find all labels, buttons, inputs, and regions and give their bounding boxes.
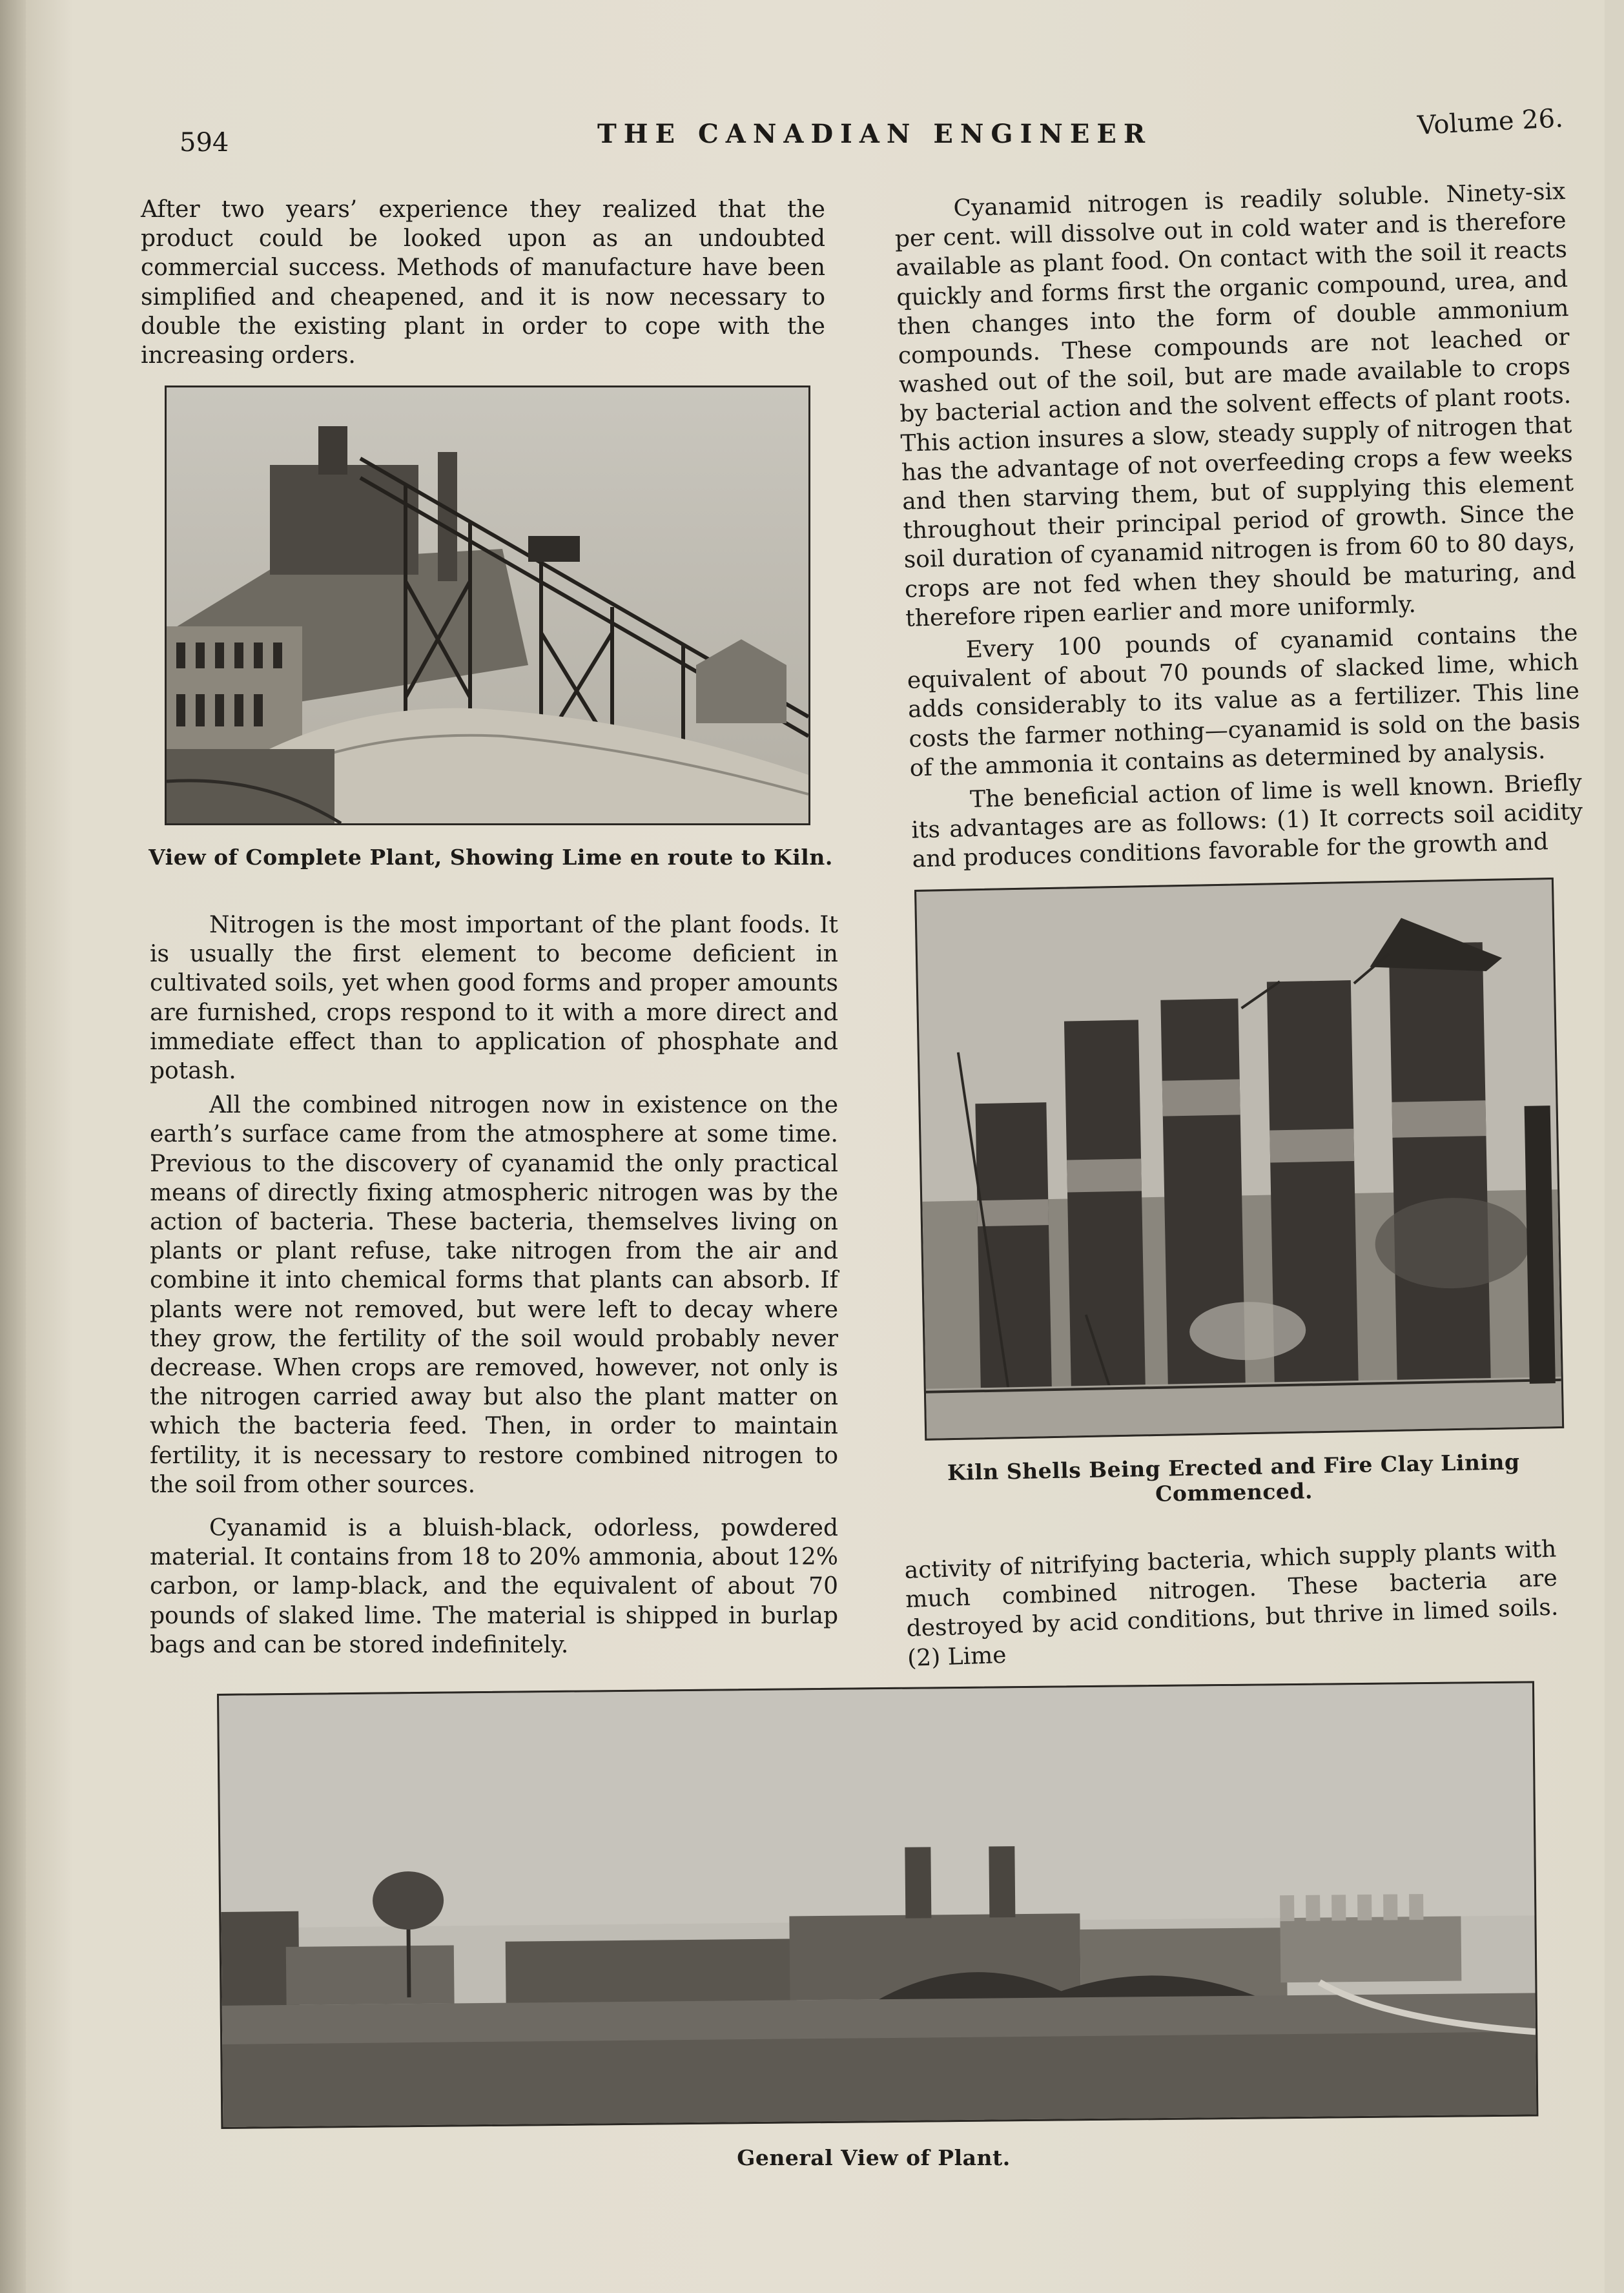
left-column-top [141, 195, 825, 370]
paragraph: activity of nitrifying bacteria, which supply plants with much combined nitrogen. These bacteria are destroyed by acid conditions, but thrive in limed soils. (2) Lime [904, 1536, 1559, 1672]
journal-title: THE CANADIAN ENGINEER [597, 119, 1153, 149]
general-view-image [219, 1683, 1536, 2126]
left-column-bottom [150, 910, 838, 1660]
right-column-top [894, 177, 1584, 874]
paragraph: Cyanamid is a bluish-black, odorless, powdered material. It contains from 18 to 20% ammonia, about 12% carbon, or lamp-black, and the equivalent of about 70 pounds of slaked lime. The material is shipped in burlap bags and can be stored indefinitely. [150, 1515, 838, 1658]
photo-general-view [217, 1681, 1538, 2129]
photo-complete-plant [165, 386, 810, 825]
paragraph: The beneficial action of lime is well known. Briefly its advantages are as follows: (1) It corrects soil acidity and produces conditions favorable for the growth and [910, 769, 1583, 874]
caption-kiln-text: Kiln Shells Being Erected and Fire Clay Lining Commenced. [947, 1449, 1520, 1506]
book-spine-edge [0, 0, 26, 2293]
caption-general-view: General View of Plant. [737, 2145, 1011, 2170]
volume-label: Volume 26. [1416, 103, 1564, 141]
paragraph: Cyanamid nitrogen is readily soluble. Ninety-six per cent. will dissolve out in cold water and is therefore available as plant food. On contact with the soil it reacts quickly and forms first the organic compound, urea, and then changes into the form of double ammonium compounds. These compounds are not leached or washed out of the soil, but are made available to crops by bacterial action and the solvent effects of plant roots. This action insures a slow, steady supply of nitrogen that has the advantage of not overfeeding crops a few weeks and then starving them, but of supplying this element throughout their principal period of growth. Since the soil duration of cyanamid nitrogen is from 60 to 80 days, crops are not fed when they should be maturing, and therefore ripen earlier and more uniformly. [894, 178, 1577, 632]
complete-plant-image [167, 387, 808, 823]
paragraph: After two years’ experience they realized that the product could be looked upon as an undoubted commercial success. Methods of manufacture have been simplified and cheapened, and it is now necessary to double the existing plant in order to cope with the increasing orders. [141, 196, 825, 369]
page-number: 594 [180, 128, 229, 158]
paragraph: Every 100 pounds of cyanamid contains the equivalent of about 70 pounds of slacked lime, which adds considerably to its value as a fertilizer. This line costs the farmer nothing—cyanamid is sold on the basis of the ammonia it contains as determined by analysis. [907, 619, 1581, 782]
photo-kiln-shells [914, 878, 1564, 1441]
right-column-bottom [904, 1535, 1559, 1673]
kiln-shells-image [916, 879, 1562, 1439]
caption-complete-plant: View of Complete Plant, Showing Lime en route to Kiln. [149, 845, 833, 870]
paragraph: All the combined nitrogen now in existence on the earth’s surface came from the atmosphere at some time. Previous to the discovery of cyanamid the only practical means of directly fixing atmospheric nitrogen was by the action of bacteria. These bacteria, themselves living on plants or plant refuse, take nitrogen from the air and combine it into chemical forms that plants can absorb. If plants were not removed, but were left to decay where they grow, the fertility of the soil would probably never decrease. When crops are removed, however, not only is the nitrogen carried away but also the plant matter on which the bacteria feed. Then, in order to maintain fertility, it is necessary to restore combined nitrogen to the soil from other sources. [150, 1092, 838, 1498]
paragraph: Nitrogen is the most important of the plant foods. It is usually the first element to become deficient in cultivated soils, yet when good forms and proper amounts are furnished, crops respond to it with a more direct and immediate effect than to application of phosphate and potash. [150, 912, 838, 1085]
